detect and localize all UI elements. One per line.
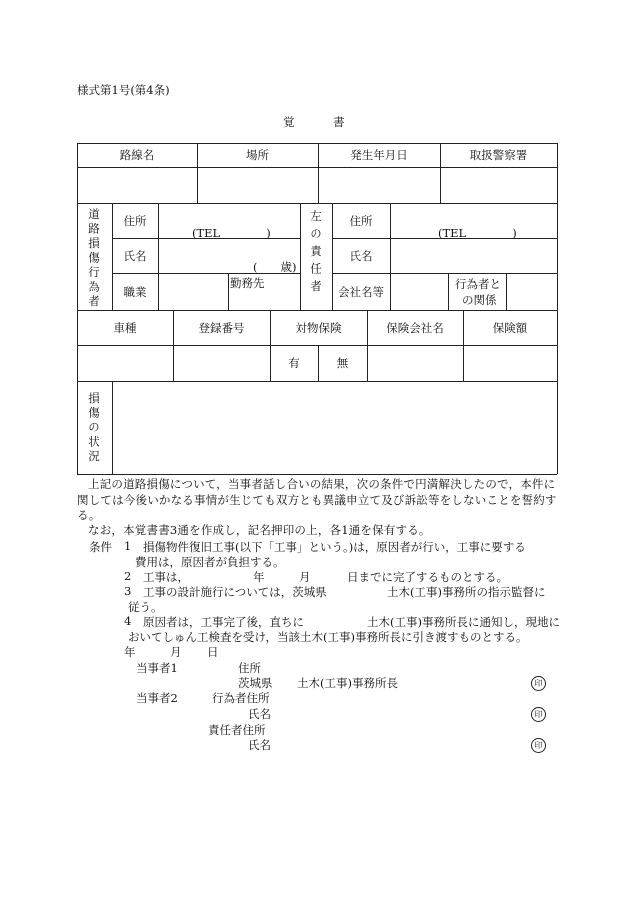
party1-label: 当事者1 (136, 661, 178, 675)
resp-tel: (TEL ) (438, 226, 517, 240)
party1-pref: 茨城県 (238, 676, 273, 690)
sign-day: 日 (207, 645, 219, 659)
actor-age: ( 歳) (253, 260, 297, 274)
copies-paragraph: なお，本覚書書3通を作成し，記名押印の上，各1通を保有する。 (88, 523, 431, 537)
condition-2-month: 月 (299, 570, 311, 584)
document-title: 覚 書 (283, 115, 346, 129)
header-police: 取扱警察署 (469, 148, 528, 162)
header-insurer: 保険会社名 (386, 320, 444, 335)
seal-icon-3 (531, 738, 546, 753)
responsible-label: 左の責任者 (309, 210, 323, 298)
condition-2-d: 日までに完了するものとする。 (347, 570, 508, 584)
damage-label: 損傷の状況 (87, 392, 101, 465)
party2-label: 当事者2 (136, 691, 178, 705)
header-route-name: 路線名 (119, 148, 155, 162)
party2-actor-name-label: 氏名 (248, 707, 271, 721)
actor-occupation-label: 職業 (123, 284, 147, 299)
condition-4-a: 原因者は，工事完了後，直ちに (143, 615, 304, 629)
condition-1-line1: 損傷物件復旧工事(以下「工事」という。)は，原因者が行い，工事に要する (143, 540, 526, 554)
seal-text-2: 印 (534, 709, 543, 719)
insurance-no: 無 (336, 356, 349, 370)
resp-relation-line1: 行為者と (455, 277, 501, 291)
party2-resp-name-label: 氏名 (248, 738, 271, 752)
seal-text-3: 印 (534, 740, 543, 750)
header-location: 場所 (246, 148, 269, 162)
condition-4-number: 4 (124, 614, 132, 628)
condition-2-year: 年 (253, 570, 265, 584)
actor-workplace-label: 勤務先 (230, 276, 265, 290)
insurance-yes: 有 (288, 356, 300, 370)
condition-2-a: 工事は， (143, 570, 189, 584)
actor-tel: (TEL ) (192, 226, 271, 240)
header-date: 発生年月日 (350, 148, 408, 162)
actor-name-label: 氏名 (123, 248, 147, 263)
condition-3-line2: 従う。 (128, 600, 163, 614)
condition-2-number: 2 (124, 569, 132, 583)
resp-address-label: 住所 (349, 213, 373, 228)
form-number: 様式第1号(第4条) (77, 83, 170, 97)
agreement-paragraph: 上記の道路損傷について，当事者話し合いの結果，次の条件で円満解決したので，本件に関しては今後いかなる事情が生じても双方とも異議申立て及び訴訟等をしないことを誓約する。 (77, 477, 557, 522)
sign-month: 月 (170, 645, 182, 659)
resp-relation-line2: の関係 (462, 293, 497, 307)
party2-actor-address-label: 行為者住所 (212, 691, 270, 705)
actor-address-label: 住所 (123, 213, 147, 228)
party2-resp-address-label: 責任者住所 (208, 723, 266, 737)
party1-office-head: 土木(工事)事務所長 (297, 676, 398, 690)
seal-icon-1 (531, 676, 546, 691)
condition-4-line2: おいてしゅん工検査を受け，当該土木(工事)事務所長に引き渡すものとする。 (128, 630, 528, 644)
header-insured-amount: 保険額 (492, 320, 528, 335)
sign-year: 年 (124, 645, 136, 659)
condition-3-b: 土木(工事)事務所の指示監督に (387, 585, 546, 599)
actor-label: 道路損傷行為者 (87, 208, 101, 310)
party1-address-label: 住所 (238, 661, 261, 675)
condition-1-number: 1 (124, 539, 132, 553)
resp-company-label: 会社名等 (338, 284, 384, 299)
conditions-label: 条件 (89, 540, 112, 554)
condition-4-b: 土木(工事)事務所長に通知し，現地に (367, 615, 560, 629)
header-registration: 登録番号 (198, 320, 245, 335)
header-vehicle-type: 車種 (113, 320, 137, 335)
seal-text-1: 印 (534, 678, 543, 688)
seal-icon-2 (531, 707, 546, 722)
header-property-insurance: 対物保険 (295, 320, 342, 335)
resp-name-label: 氏名 (349, 248, 373, 263)
condition-1-line2: 費用は，原因者が負担する。 (135, 555, 285, 569)
condition-3-number: 3 (124, 584, 132, 598)
condition-3-a: 工事の設計施行については，茨城県 (143, 585, 327, 599)
